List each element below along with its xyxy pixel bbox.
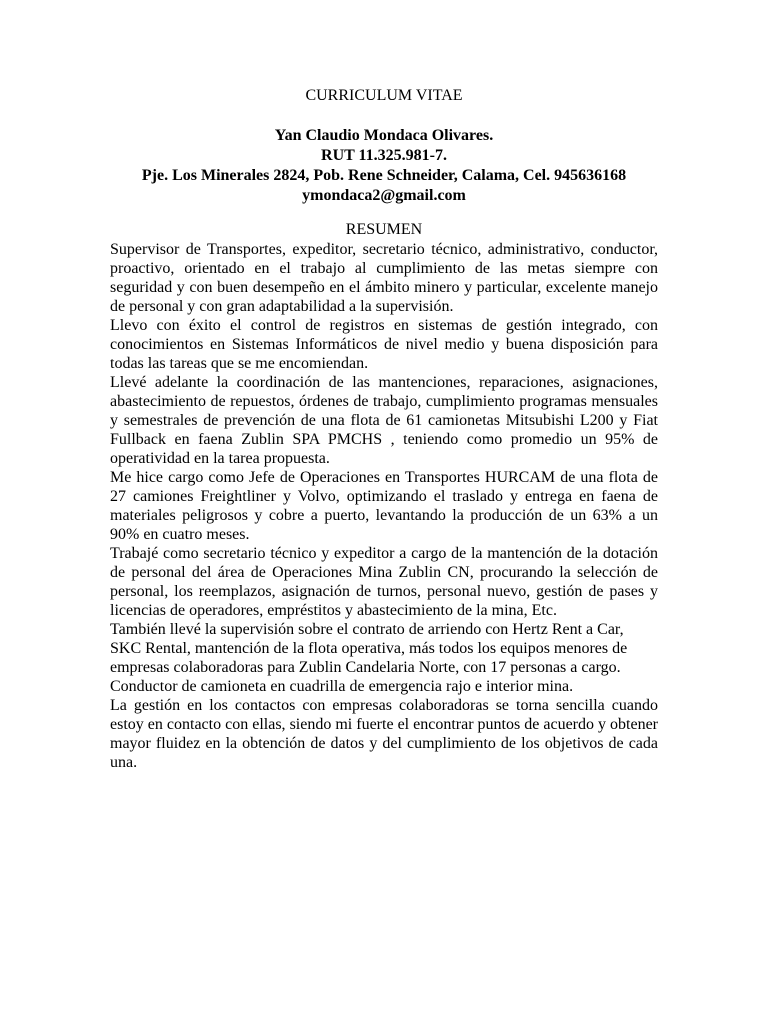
full-name: Yan Claudio Mondaca Olivares. bbox=[274, 127, 494, 144]
personal-info bbox=[110, 126, 658, 206]
summary-heading: RESUMEN bbox=[345, 221, 423, 238]
address-phone: Pje. Los Minerales 2824, Pob. Rene Schneider, Calama, Cel. 945636168 bbox=[141, 167, 627, 184]
rut-number: RUT 11.325.981-7. bbox=[321, 147, 447, 164]
summary-paragraph: Conductor de camioneta en cuadrilla de emergencia rajo e interior mina. bbox=[110, 678, 574, 695]
summary-paragraph: Me hice cargo como Jefe de Operaciones en Transportes HURCAM de una flota de 27 camiones Freightliner y Volvo, optimizando el traslado y entrega en faena de materiales peligrosos y cobre a puerto, levantando la producción de un 63% a un 90% en cuatro meses. bbox=[110, 469, 658, 543]
summary-paragraph: Trabajé como secretario técnico y expeditor a cargo de la mantención de la dotación de personal del área de Operaciones Mina Zublin CN, procurando la selección de personal, los reemplazos, asignación de turnos, personal nuevo, gestión de pases y licencias de operadores, empréstitos y abastecimiento de la mina, Etc. bbox=[110, 545, 658, 619]
summary-body bbox=[110, 240, 658, 772]
document-title: CURRICULUM VITAE bbox=[305, 87, 463, 104]
summary-paragraph: Supervisor de Transportes, expeditor, secretario técnico, administrativo, conductor, proactivo, orientado en el trabajo al cumplimiento de las metas siempre con seguridad y con buen desempeño en el ámbito minero y particular, excelente manejo de personal y con gran adaptabilidad a la supervisión. bbox=[110, 241, 658, 315]
summary-paragraph: También llevé la supervisión sobre el contrato de arriendo con Hertz Rent a Car, SKC Rental, mantención de la flota operativa, más todos los equipos menores de empresas colaboradoras para Zublin Candelaria Norte, con 17 personas a cargo. bbox=[110, 621, 628, 676]
summary-paragraph: Llevo con éxito el control de registros en sistemas de gestión integrado, con conocimientos en Sistemas Informáticos de nivel medio y buena disposición para todas las tareas que se me encomiendan. bbox=[110, 317, 658, 372]
summary-paragraph: La gestión en los contactos con empresas colaboradoras se torna sencilla cuando estoy en contacto con ellas, siendo mi fuerte el encontrar puntos de acuerdo y obtener mayor fluidez en la obtención de datos y del cumplimiento de los objetivos de cada una. bbox=[110, 697, 658, 771]
email-address: ymondaca2@gmail.com bbox=[302, 187, 466, 204]
summary-paragraph: Llevé adelante la coordinación de las mantenciones, reparaciones, asignaciones, abastecimiento de repuestos, órdenes de trabajo, cumplimiento programas mensuales y semestrales de prevención de una flota de 61 camionetas Mitsubishi L200 y Fiat Fullback en faena Zublin SPA PMCHS , teniendo como promedio un 95% de operatividad en la tarea propuesta. bbox=[110, 374, 658, 467]
